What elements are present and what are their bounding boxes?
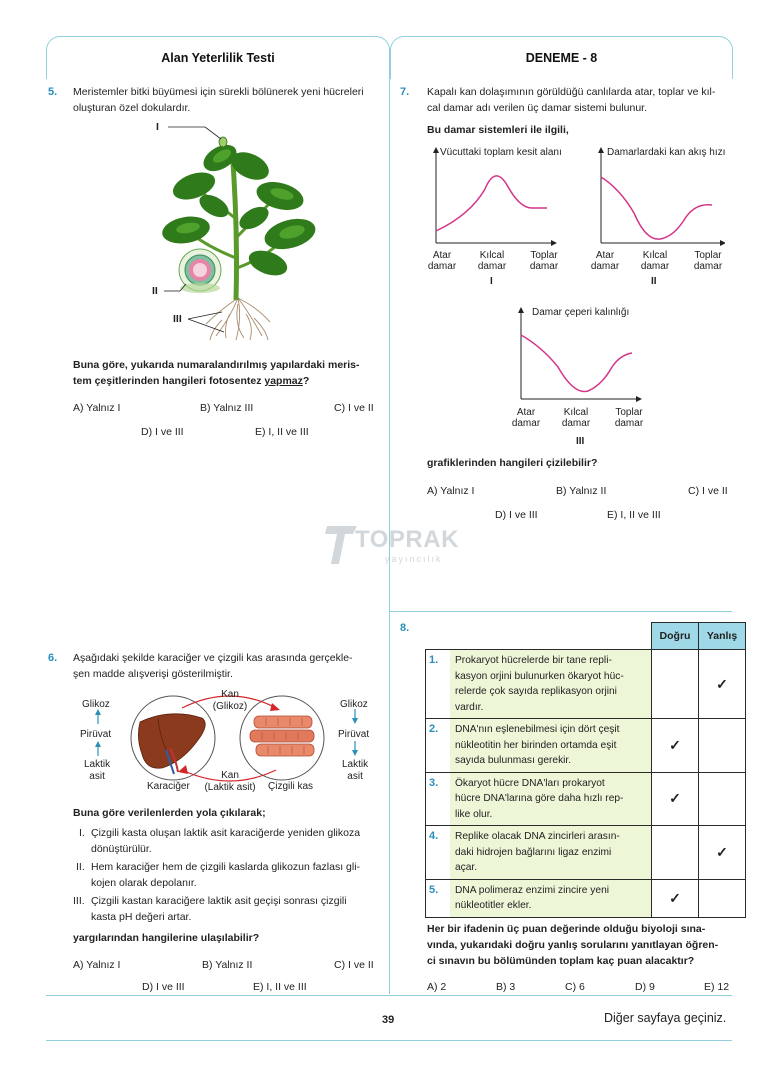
graph-III-x3 [611,407,647,429]
q6-muscle-label: Çizgili kas [268,781,314,792]
q7-option-a[interactable]: A) Yalnız I [427,485,475,497]
graph-I-x2-line1: Kılcal [479,250,505,261]
graph-I-x2-line2: damar [477,261,507,272]
exam-title: DENEME - 8 [525,51,598,65]
q8-row-4-statement [450,826,652,880]
q5-question-line1: Buna göre, yukarıda numaralandırılmış yapılardaki meris- [73,359,360,371]
graph-III-ylabel: Damar çeperi kalınlığı [532,307,630,318]
graph-I-x1-line1: Atar [432,250,452,261]
q8-row-3-false[interactable] [699,772,746,826]
q8-row-3-line3: like olur. [455,808,493,820]
q8-row-2 [426,719,746,773]
graph-III-x3-line1: Toplar [615,407,643,418]
q6-item-3-roman: III. [73,895,85,907]
q6-option-c[interactable]: C) I ve II [334,959,374,971]
watermark-logo-icon [325,522,359,566]
q8-row-3-line1: Ökaryot hücre DNA'ları prokaryot [455,777,605,789]
q6-item-1-line2: dönüştürülür. [91,843,152,855]
q5-question-emphasis: yapmaz [264,375,303,387]
plant-illustration [150,118,325,343]
graph-I-x1 [425,250,459,272]
watermark-brand: TOPRAK [355,526,459,553]
q6-number: 6. [48,652,58,664]
graph-I-ylabel: Vücuttaki toplam kesit alanı [440,147,562,158]
q7-option-b[interactable]: B) Yalnız II [556,485,607,497]
q6-top-kan [198,689,262,713]
q8-row-5 [426,879,746,917]
graph-II-roman: II [651,276,657,287]
q6-top-kan-line1: Kan [221,689,239,700]
q6-intro-line1: Aşağıdaki şekilde karaciğer ve çizgili kas arasında gerçekle- [73,652,353,664]
q5-question-mark: ? [302,375,310,387]
header-right [390,36,733,79]
graph-I-x3-line2: damar [529,261,559,272]
q6-right-piruvat: Pirüvat [338,729,370,740]
q8-row-2-false[interactable] [699,719,746,773]
q6-lead: Buna göre verilenlerden yola çıkılarak; [73,807,266,819]
q5-option-c[interactable]: C) I ve II [334,402,374,414]
q8-row-5-true[interactable] [652,879,699,917]
graph-III-x2-line1: Kılcal [563,407,589,418]
q5-question-text: tem çeşitlerinden hangileri fotosentez [73,375,265,387]
q8-col-true: Doğru [652,623,699,650]
q8-row-4-num: 4. [426,826,451,880]
plant-label-I: I [156,121,159,133]
q6-left-laktik-line1: Laktik [84,759,111,770]
graph-II-x2 [637,250,673,272]
q8-row-5-num: 5. [426,879,451,917]
q8-row-2-line3: sayıda bulunması gerekir. [455,755,572,766]
graph-II-x3-line1: Toplar [694,250,722,261]
page-number: 39 [382,1014,395,1026]
q5-option-b[interactable]: B) Yalnız III [200,402,254,414]
q8-row-2-num: 2. [426,719,451,773]
q8-row-5-statement [450,879,652,917]
graph-III-roman: III [576,436,585,447]
q8-row-1 [426,650,746,719]
checkmark-icon: ✓ [716,843,728,860]
q7-intro-line1: Kapalı kan dolaşımının görüldüğü canlılarda atar, toplar ve kıl- [427,86,716,98]
graph-II-x3-line2: damar [693,261,723,272]
q7-lead: Bu damar sistemleri ile ilgili, [427,124,569,136]
footer-rule [46,1040,732,1041]
graph-II-x2-line1: Kılcal [642,250,668,261]
q6-option-e[interactable]: E) I, II ve III [253,981,307,993]
q8-col-false: Yanlış [699,623,746,650]
q8-question-line3: ci sınavın bu bölümünden toplam kaç puan alacaktır? [427,955,695,967]
graph-II-x2-line2: damar [640,261,670,272]
q6-bottom-kan-line2: (Laktik asit) [204,782,256,793]
q8-row-2-statement [450,719,652,773]
q7-question: grafiklerinden hangileri çizilebilir? [427,457,598,469]
q6-left-laktik-line2: asit [89,771,105,782]
q8-row-1-line3: relerde çok sayıda replikasyon orjini [455,686,617,697]
q6-question: yargılarından hangilerine ulaşılabilir? [73,932,260,944]
graph-II-x1-line2: damar [590,261,620,272]
q6-item-3-line1: Çizgili kastan karaciğere laktik asit geçişi sonrası çizgili [91,895,347,907]
q8-question-line2: vında, yukarıdaki doğru yanlış sorularını yanıtlayan öğren- [427,939,719,951]
q8-row-4-false[interactable] [699,826,746,880]
q7-option-d[interactable]: D) I ve III [495,509,538,521]
q6-bottom-kan [194,770,266,794]
q8-option-a[interactable]: A) 2 [427,981,447,993]
q6-item-3-line2: kasta pH değeri artar. [91,911,192,923]
q8-question-line1: Her bir ifadenin üç puan değerinde olduğu biyoloji sına- [427,923,706,935]
graph-III-x1 [509,407,543,429]
graph-I-x3 [526,250,562,272]
q6-bottom-kan-line1: Kan [221,770,239,781]
q8-row-4-line3: açar. [455,862,478,873]
q8-row-5-line1: DNA polimeraz enzimi zincire yeni [455,884,609,896]
q7-intro-line2: cal damar adı verilen üç damar sistemi bulunur. [427,102,648,114]
q8-true-false-table [425,622,746,918]
graph-III-x3-line2: damar [614,418,644,429]
q5-option-e[interactable]: E) I, II ve III [255,426,309,438]
q8-row-2-line1: DNA'nın eşlenebilmesi için dört çeşit [455,724,620,735]
checkmark-icon: ✓ [669,790,681,807]
q8-option-d[interactable]: D) 9 [635,981,655,993]
graph-I-x1-line2: damar [427,261,457,272]
q8-row-1-line2: kasyon orjini bulunurken ökaryot hüc- [455,670,624,682]
q8-row-3-line2: hücre DNA'larına göre daha hızlı rep- [455,793,624,804]
watermark-sub: yayıncılık [385,554,443,564]
q6-left-laktik [84,759,110,783]
q5-question-line2 [73,374,309,390]
test-title: Alan Yeterlilik Testi [161,51,275,65]
checkmark-icon: ✓ [669,889,681,906]
q6-liver-label: Karaciğer [147,781,190,792]
q5-intro-line1: Meristemler bitki büyümesi için sürekli bölünerek yeni hücreleri [73,86,364,98]
graph-III-x2-line2: damar [561,418,591,429]
graph-I-x3-line1: Toplar [530,250,558,261]
q8-row-1-line4: vardır. [455,701,484,713]
q8-row-3-statement [450,772,652,826]
checkmark-icon: ✓ [669,736,681,753]
q8-row-1-num: 1. [426,650,451,719]
checkmark-icon: ✓ [716,675,728,692]
q8-row-5-line2: nükleotitler ekler. [455,900,532,911]
q8-row-1-statement [450,650,652,719]
q8-row-4 [426,826,746,880]
bottom-rule [46,995,732,996]
q8-header-row [426,623,746,650]
graph-II [590,145,725,250]
header-left [46,36,390,79]
q8-row-1-true[interactable] [652,650,699,719]
q6-intro-line2: şen madde alışverişi gösterilmiştir. [73,668,233,680]
q6-option-a[interactable]: A) Yalnız I [73,959,121,971]
q8-row-5-false[interactable] [699,879,746,917]
q6-option-d[interactable]: D) I ve III [142,981,185,993]
plant-label-II: II [152,285,158,297]
q6-option-b[interactable]: B) Yalnız II [202,959,253,971]
q8-row-4-line1: Replike olacak DNA zincirleri arasın- [455,831,620,842]
q6-right-laktik-line2: asit [347,771,363,782]
q6-top-kan-line2: (Glikoz) [212,701,248,712]
q8-row-3-true[interactable] [652,772,699,826]
q6-left-glikoz: Glikoz [82,699,110,710]
graph-I-x2 [474,250,510,272]
q8-row-3 [426,772,746,826]
q8-row-4-true[interactable] [652,826,699,880]
q6-right-glikoz: Glikoz [340,699,368,710]
next-page-note: Diğer sayfaya geçiniz. [604,1011,727,1025]
graph-I-roman: I [490,276,493,287]
q6-right-laktik [342,759,368,783]
q8-row-4-line2: daki hidrojen bağlarını ligaz enzimi [455,846,612,858]
right-section-divider [390,611,732,612]
plant-label-III: III [173,313,182,325]
q6-item-2-line1: Hem karaciğer hem de çizgili kaslarda glikozun fazlası gli- [91,861,361,873]
graph-II-ylabel: Damarlardaki kan akış hızı [607,147,726,158]
graph-I [425,145,560,250]
graph-II-x1-line1: Atar [595,250,615,261]
graph-III-x2 [558,407,594,429]
q6-item-1-roman: I. [79,827,85,839]
graph-III [510,305,645,405]
q7-option-c[interactable]: C) I ve II [688,485,728,497]
q6-left-piruvat: Pirüvat [80,729,112,740]
q8-row-3-num: 3. [426,772,451,826]
q5-option-a[interactable]: A) Yalnız I [73,402,121,414]
q8-option-e[interactable]: E) 12 [704,981,730,993]
q7-option-e[interactable]: E) I, II ve III [607,509,661,521]
q7-number: 7. [400,86,410,98]
q8-row-2-true[interactable] [652,719,699,773]
graph-III-x1-line1: Atar [516,407,536,418]
q8-number: 8. [400,622,410,634]
q6-item-1-line1: Çizgili kasta oluşan laktik asit karaciğerde yeniden glikoza [91,827,361,839]
graph-III-x1-line2: damar [511,418,541,429]
q8-option-b[interactable]: B) 3 [496,981,516,993]
q6-right-laktik-line1: Laktik [342,759,369,770]
q8-row-1-line1: Prokaryot hücrelerde bir tane repli- [455,655,612,666]
q6-item-2-line2: kojen olarak depolanır. [91,877,197,889]
q8-option-c[interactable]: C) 6 [565,981,585,993]
q8-row-1-false[interactable] [699,650,746,719]
q5-option-d[interactable]: D) I ve III [141,426,184,438]
q6-item-2-roman: II. [76,861,85,873]
q5-intro-line2: oluşturan özel dokulardır. [73,102,191,114]
q8-row-2-line2: nükleotitin her birinden ortamda eşit [455,739,617,751]
graph-II-x1 [588,250,622,272]
q5-number: 5. [48,86,58,98]
publisher-watermark [325,518,460,570]
graph-II-x3 [690,250,726,272]
